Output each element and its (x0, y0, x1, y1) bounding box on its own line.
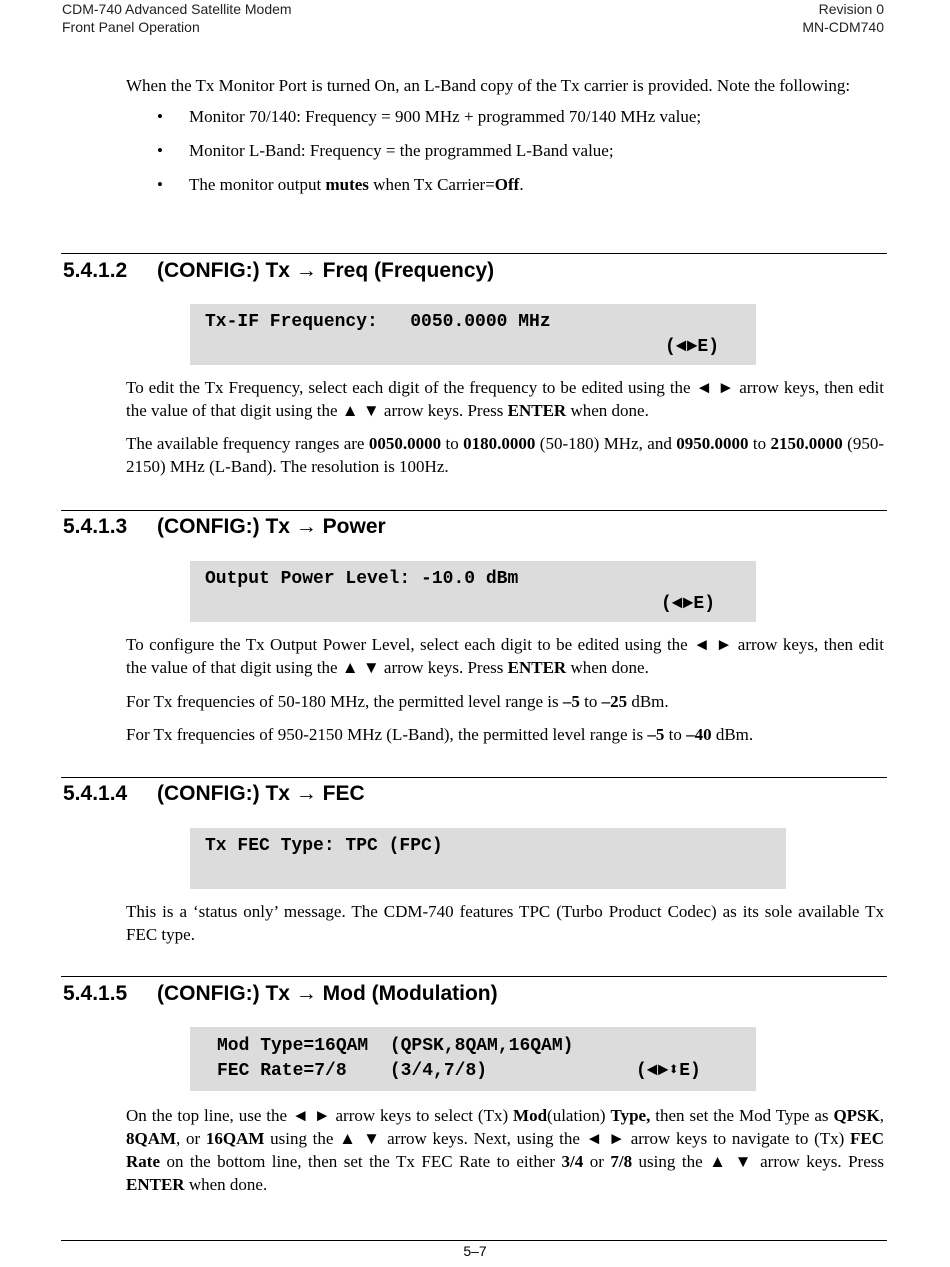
bullet-text: The monitor output mutes when Tx Carrier=Off. (189, 175, 524, 194)
section-heading-mod (63, 981, 498, 1007)
section-title: (CONFIG:) Tx → Mod (Modulation) (157, 982, 498, 1005)
revision-label: Revision 0 (818, 1, 884, 17)
intro-paragraph: When the Tx Monitor Port is turned On, an L-Band copy of the Tx carrier is provided. Note the following: (126, 76, 851, 95)
page-header-right (802, 0, 884, 36)
freq-edit-paragraph: To edit the Tx Frequency, select each digit of the frequency to be edited using the ◄ ► arrow keys, then edit the value of that digit using the ▲ ▼ arrow keys. Press ENTER when done. (126, 378, 884, 420)
document-title: CDM-740 Advanced Satellite Modem (62, 1, 292, 17)
mod-edit-paragraph: On the top line, use the ◄ ► arrow keys to select (Tx) Mod(ulation) Type, then set the Mod Type as QPSK, 8QAM, or 16QAM using the ▲ ▼ arrow keys. Next, using the ◄ ► arrow keys to navigate to (Tx) FEC Rate on the bottom line, then set the Tx FEC Rate to either 3/4 or 7/8 using the ▲ ▼ arrow keys. Press ENTER when done. (126, 1106, 884, 1194)
lcd-display-freq (190, 304, 756, 365)
chapter-title: Front Panel Operation (62, 19, 200, 35)
section-divider (61, 976, 887, 977)
section-number: 5.4.1.4 (63, 782, 128, 805)
section-heading-fec (63, 781, 365, 807)
section-divider (61, 777, 887, 778)
section-title: (CONFIG:) Tx → Freq (Frequency) (157, 259, 495, 282)
bullet-item (126, 173, 884, 196)
page-number: 5–7 (463, 1243, 487, 1259)
section-number: 5.4.1.5 (63, 982, 128, 1005)
page-header-left (62, 0, 292, 36)
lcd-display-mod (190, 1027, 756, 1091)
lcd-line-1: Mod Type=16QAM (QPSK,8QAM,16QAM) (217, 1036, 574, 1056)
intro-bullet-list (126, 105, 884, 196)
lcd-line-1: Output Power Level: -10.0 dBm (205, 569, 519, 589)
section-divider (61, 253, 887, 254)
intro-block (126, 74, 884, 207)
lcd-line-1: Tx FEC Type: TPC (FPC) (205, 836, 443, 856)
power-edit-paragraph: To configure the Tx Output Power Level, select each digit to be edited using the ◄ ► arrow keys, then edit the value of that digit using the ▲ ▼ arrow keys. Press ENTER when done. (126, 635, 884, 677)
section-heading-freq (63, 258, 494, 284)
bullet-text: Monitor L-Band: Frequency = the programmed L-Band value; (189, 141, 614, 160)
lcd-key-hint: (◄►⬍E) (636, 1061, 701, 1081)
document-number: MN-CDM740 (802, 19, 884, 35)
bullet-icon: • (157, 107, 163, 126)
section-number: 5.4.1.3 (63, 515, 128, 538)
section-title: (CONFIG:) Tx → FEC (157, 782, 365, 805)
lcd-key-hint: (◄►E) (661, 594, 716, 614)
lcd-line-2: FEC Rate=7/8 (3/4,7/8) (217, 1061, 488, 1081)
bullet-text: Monitor 70/140: Frequency = 900 MHz + programmed 70/140 MHz value; (189, 107, 702, 126)
fec-status-paragraph: This is a ‘status only’ message. The CDM-740 features TPC (Turbo Product Codec) as its sole available Tx FEC type. (126, 902, 884, 944)
freq-range-paragraph: The available frequency ranges are 0050.0000 to 0180.0000 (50-180) MHz, and 0950.0000 to 2150.0000 (950-2150) MHz (L-Band). The resolution is 100Hz. (126, 434, 884, 476)
lcd-display-fec (190, 828, 786, 889)
bullet-icon: • (157, 175, 163, 194)
bullet-item (126, 105, 884, 128)
section-title: (CONFIG:) Tx → Power (157, 515, 386, 538)
section-divider (61, 510, 887, 511)
power-lband-paragraph: For Tx frequencies of 950-2150 MHz (L-Band), the permitted level range is –5 to –40 dBm. (126, 725, 754, 744)
footer-divider (61, 1240, 887, 1241)
power-range-paragraph: For Tx frequencies of 50-180 MHz, the permitted level range is –5 to –25 dBm. (126, 692, 669, 711)
lcd-line-1: Tx-IF Frequency: 0050.0000 MHz (205, 312, 551, 332)
section-heading-power (63, 514, 386, 540)
bullet-item (126, 139, 884, 162)
section-number: 5.4.1.2 (63, 259, 128, 282)
lcd-display-power (190, 561, 756, 622)
lcd-key-hint: (◄►E) (665, 337, 720, 357)
bullet-icon: • (157, 141, 163, 160)
